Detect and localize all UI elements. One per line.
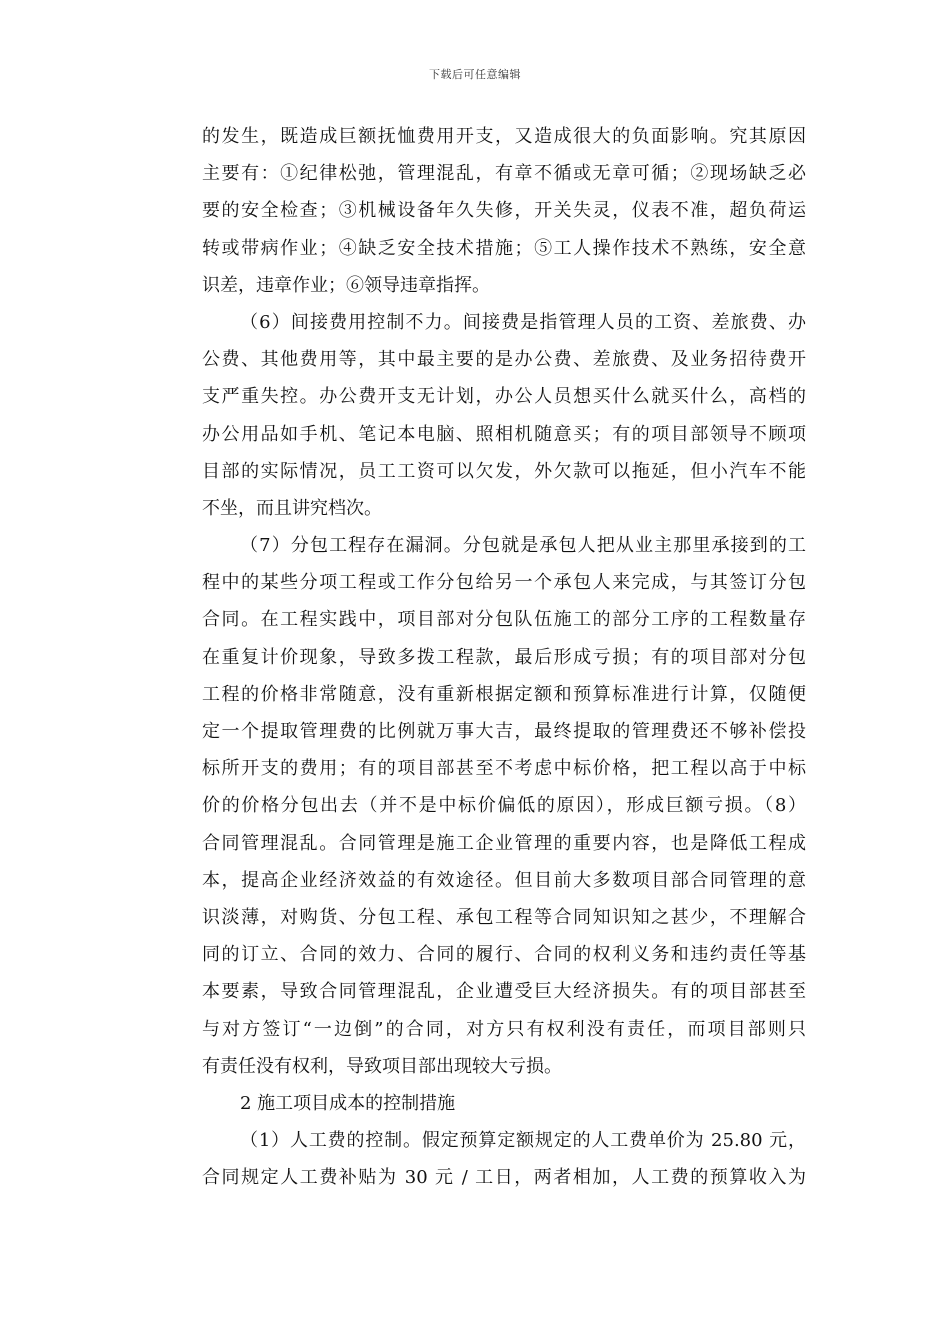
text-line: 不坐，而且讲究档次。 (202, 497, 382, 519)
page-header: 下载后可任意编辑 (429, 68, 521, 81)
text-line: 本，提高企业经济效益的有效途径。但目前大多数项目部合同管理的意 (202, 869, 806, 891)
text-line: 定一个提取管理费的比例就万事大吉，最终提取的管理费还不够补偿投 (202, 721, 806, 742)
text-line: 工程的价格非常随意，没有重新根据定额和预算标准进行计算，仅随便 (202, 683, 806, 705)
text-line: （1）人工费的控制。假定预算定额规定的人工费单价为 25.80 元， (240, 1130, 806, 1152)
text-line: 支严重失控。办公费开支无计划，办公人员想买什么就买什么，高档的 (202, 386, 806, 408)
text-line: 合同管理混乱。合同管理是施工企业管理的重要内容，也是降低工程成 (202, 832, 806, 854)
text-line: 2 施工项目成本的控制措施 (240, 1092, 456, 1114)
text-line: 本要素，导致合同管理混乱，企业遭受巨大经济损失。有的项目部甚至 (202, 981, 806, 1003)
text-line: 合同。在工程实践中，项目部对分包队伍施工的部分工序的工程数量存 (202, 609, 806, 631)
text-line: 同的订立、合同的效力、合同的履行、合同的权利义务和违约责任等基 (202, 944, 806, 966)
text-line: 在重复计价现象，导致多拨工程款，最后形成亏损；有的项目部对分包 (202, 646, 806, 668)
text-line: 有责任没有权利，导致项目部出现较大亏损。 (202, 1055, 562, 1077)
text-line: （6）间接费用控制不力。间接费是指管理人员的工资、差旅费、办 (240, 311, 806, 333)
text-line: 价的价格分包出去（并不是中标价偏低的原因），形成巨额亏损。（8） (202, 795, 806, 817)
text-line: 办公用品如手机、笔记本电脑、照相机随意买；有的项目部领导不顾项 (202, 423, 806, 445)
text-line: 转或带病作业；④缺乏安全技术措施；⑤工人操作技术不熟练，安全意 (202, 237, 806, 259)
text-line: 识淡薄，对购货、分包工程、承包工程等合同知识知之甚少，不理解合 (202, 906, 806, 928)
text-line: 标所开支的费用；有的项目部甚至不考虑中标价格，把工程以高于中标 (202, 758, 806, 780)
text-line: 要的安全检查；③机械设备年久失修，开关失灵，仪表不准，超负荷运 (202, 200, 806, 222)
text-line: 主要有：①纪律松弛，管理混乱，有章不循或无章可循；②现场缺乏必 (202, 163, 806, 185)
text-line: 的发生，既造成巨额抚恤费用开支，又造成很大的负面影响。究其原因 (202, 126, 806, 147)
text-line: 公费、其他费用等，其中最主要的是办公费、差旅费、及业务招待费开 (202, 349, 806, 371)
text-line: 合同规定人工费补贴为 30 元 / 工日，两者相加，人工费的预算收入为 (202, 1167, 806, 1189)
text-line: 识差，违章作业；⑥领导违章指挥。 (202, 274, 490, 296)
document-body (202, 118, 806, 1196)
text-line: 与对方签订“一边倒”的合同，对方只有权利没有责任，而项目部则只 (202, 1018, 806, 1040)
text-line: （7）分包工程存在漏洞。分包就是承包人把从业主那里承接到的工 (240, 535, 806, 557)
text-line: 程中的某些分项工程或工作分包给另一个承包人来完成，与其签订分包 (202, 572, 806, 594)
text-line: 目部的实际情况，员工工资可以欠发，外欠款可以拖延，但小汽车不能 (202, 460, 806, 482)
